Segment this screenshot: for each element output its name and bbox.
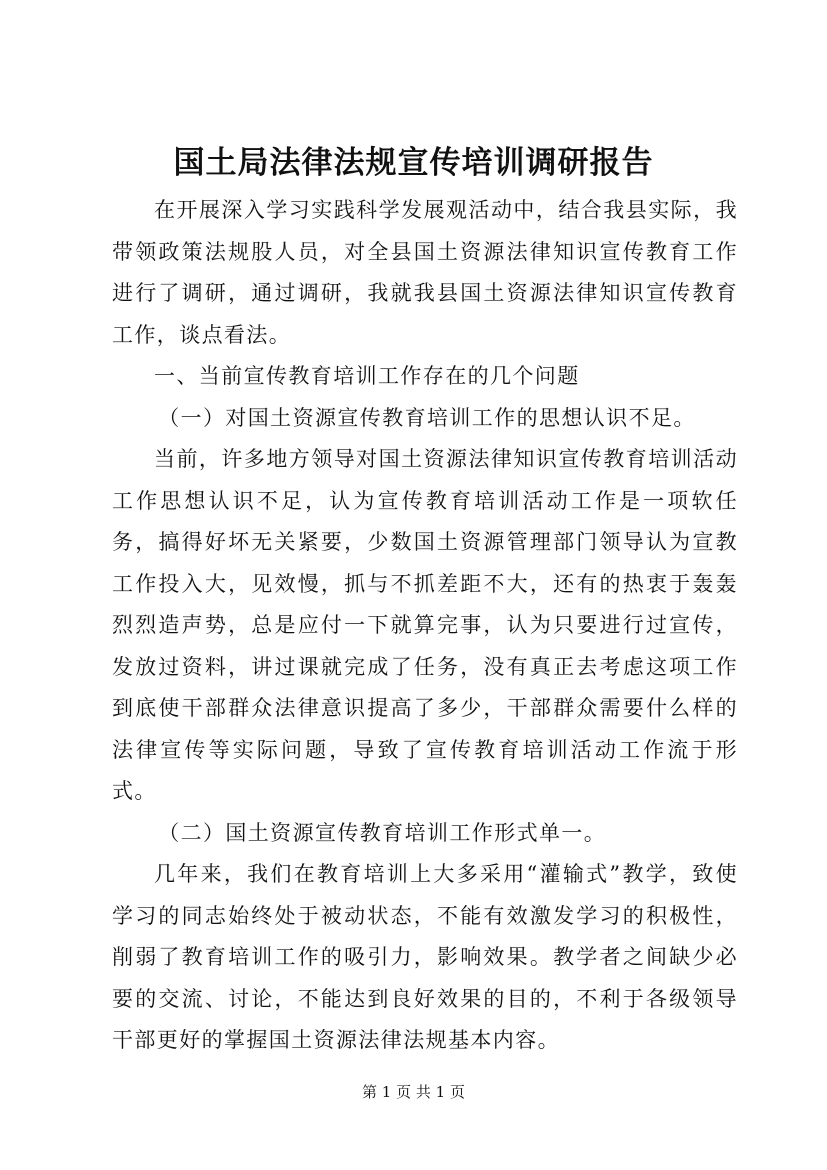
document-title: 国土局法律法规宣传培训调研报告 xyxy=(173,145,654,181)
paragraph-body-1: 当前，许多地方领导对国土资源法律知识宣传教育培训活动工作思想认识不足，认为宣传教育培训活动工作是一项软任务，搞得好坏无关紧要，少数国土资源管理部门领导认为宣教工作投入大，见效慢，抓与不抓差距不大，还有的热衷于轰轰烈烈造声势，总是应付一下就算完事，认为只要进行过宣传，发放过资料，讲过课就完成了任务，没有真正去考虑这项工作到底使干部群众法律意识提高了多少，干部群众需要什么样的法律宣传等实际问题，导致了宣传教育培训活动工作流于形式。 xyxy=(112,447,738,803)
document-body xyxy=(112,190,738,1062)
paragraph-body-2: 几年来，我们在教育培训上大多采用“灌输式”教学，致使学习的同志始终处于被动状态，不能有效激发学习的积极性，削弱了教育培训工作的吸引力，影响效果。教学者之间缺少必要的交流、讨论，不能达到良好效果的目的，不利于各级领导干部更好的掌握国土资源法律法规基本内容。 xyxy=(112,862,738,1052)
subsection-heading-2: （二）国土资源宣传教育培训工作形式单一。 xyxy=(158,820,607,845)
subsection-heading-1: （一）对国土资源宣传教育培训工作的思想认识不足。 xyxy=(158,405,696,430)
page-footer: 第 1 页 共 1 页 xyxy=(362,1083,465,1101)
section-heading-1: 一、当前宣传教育培训工作存在的几个问题 xyxy=(154,364,580,388)
paragraph-intro: 在开展深入学习实践科学发展观活动中，结合我县实际，我带领政策法规股人员，对全县国土资源法律知识宣传教育工作进行了调研，通过调研，我就我县国土资源法律知识宣传教育工作，谈点看法。 xyxy=(112,198,738,347)
